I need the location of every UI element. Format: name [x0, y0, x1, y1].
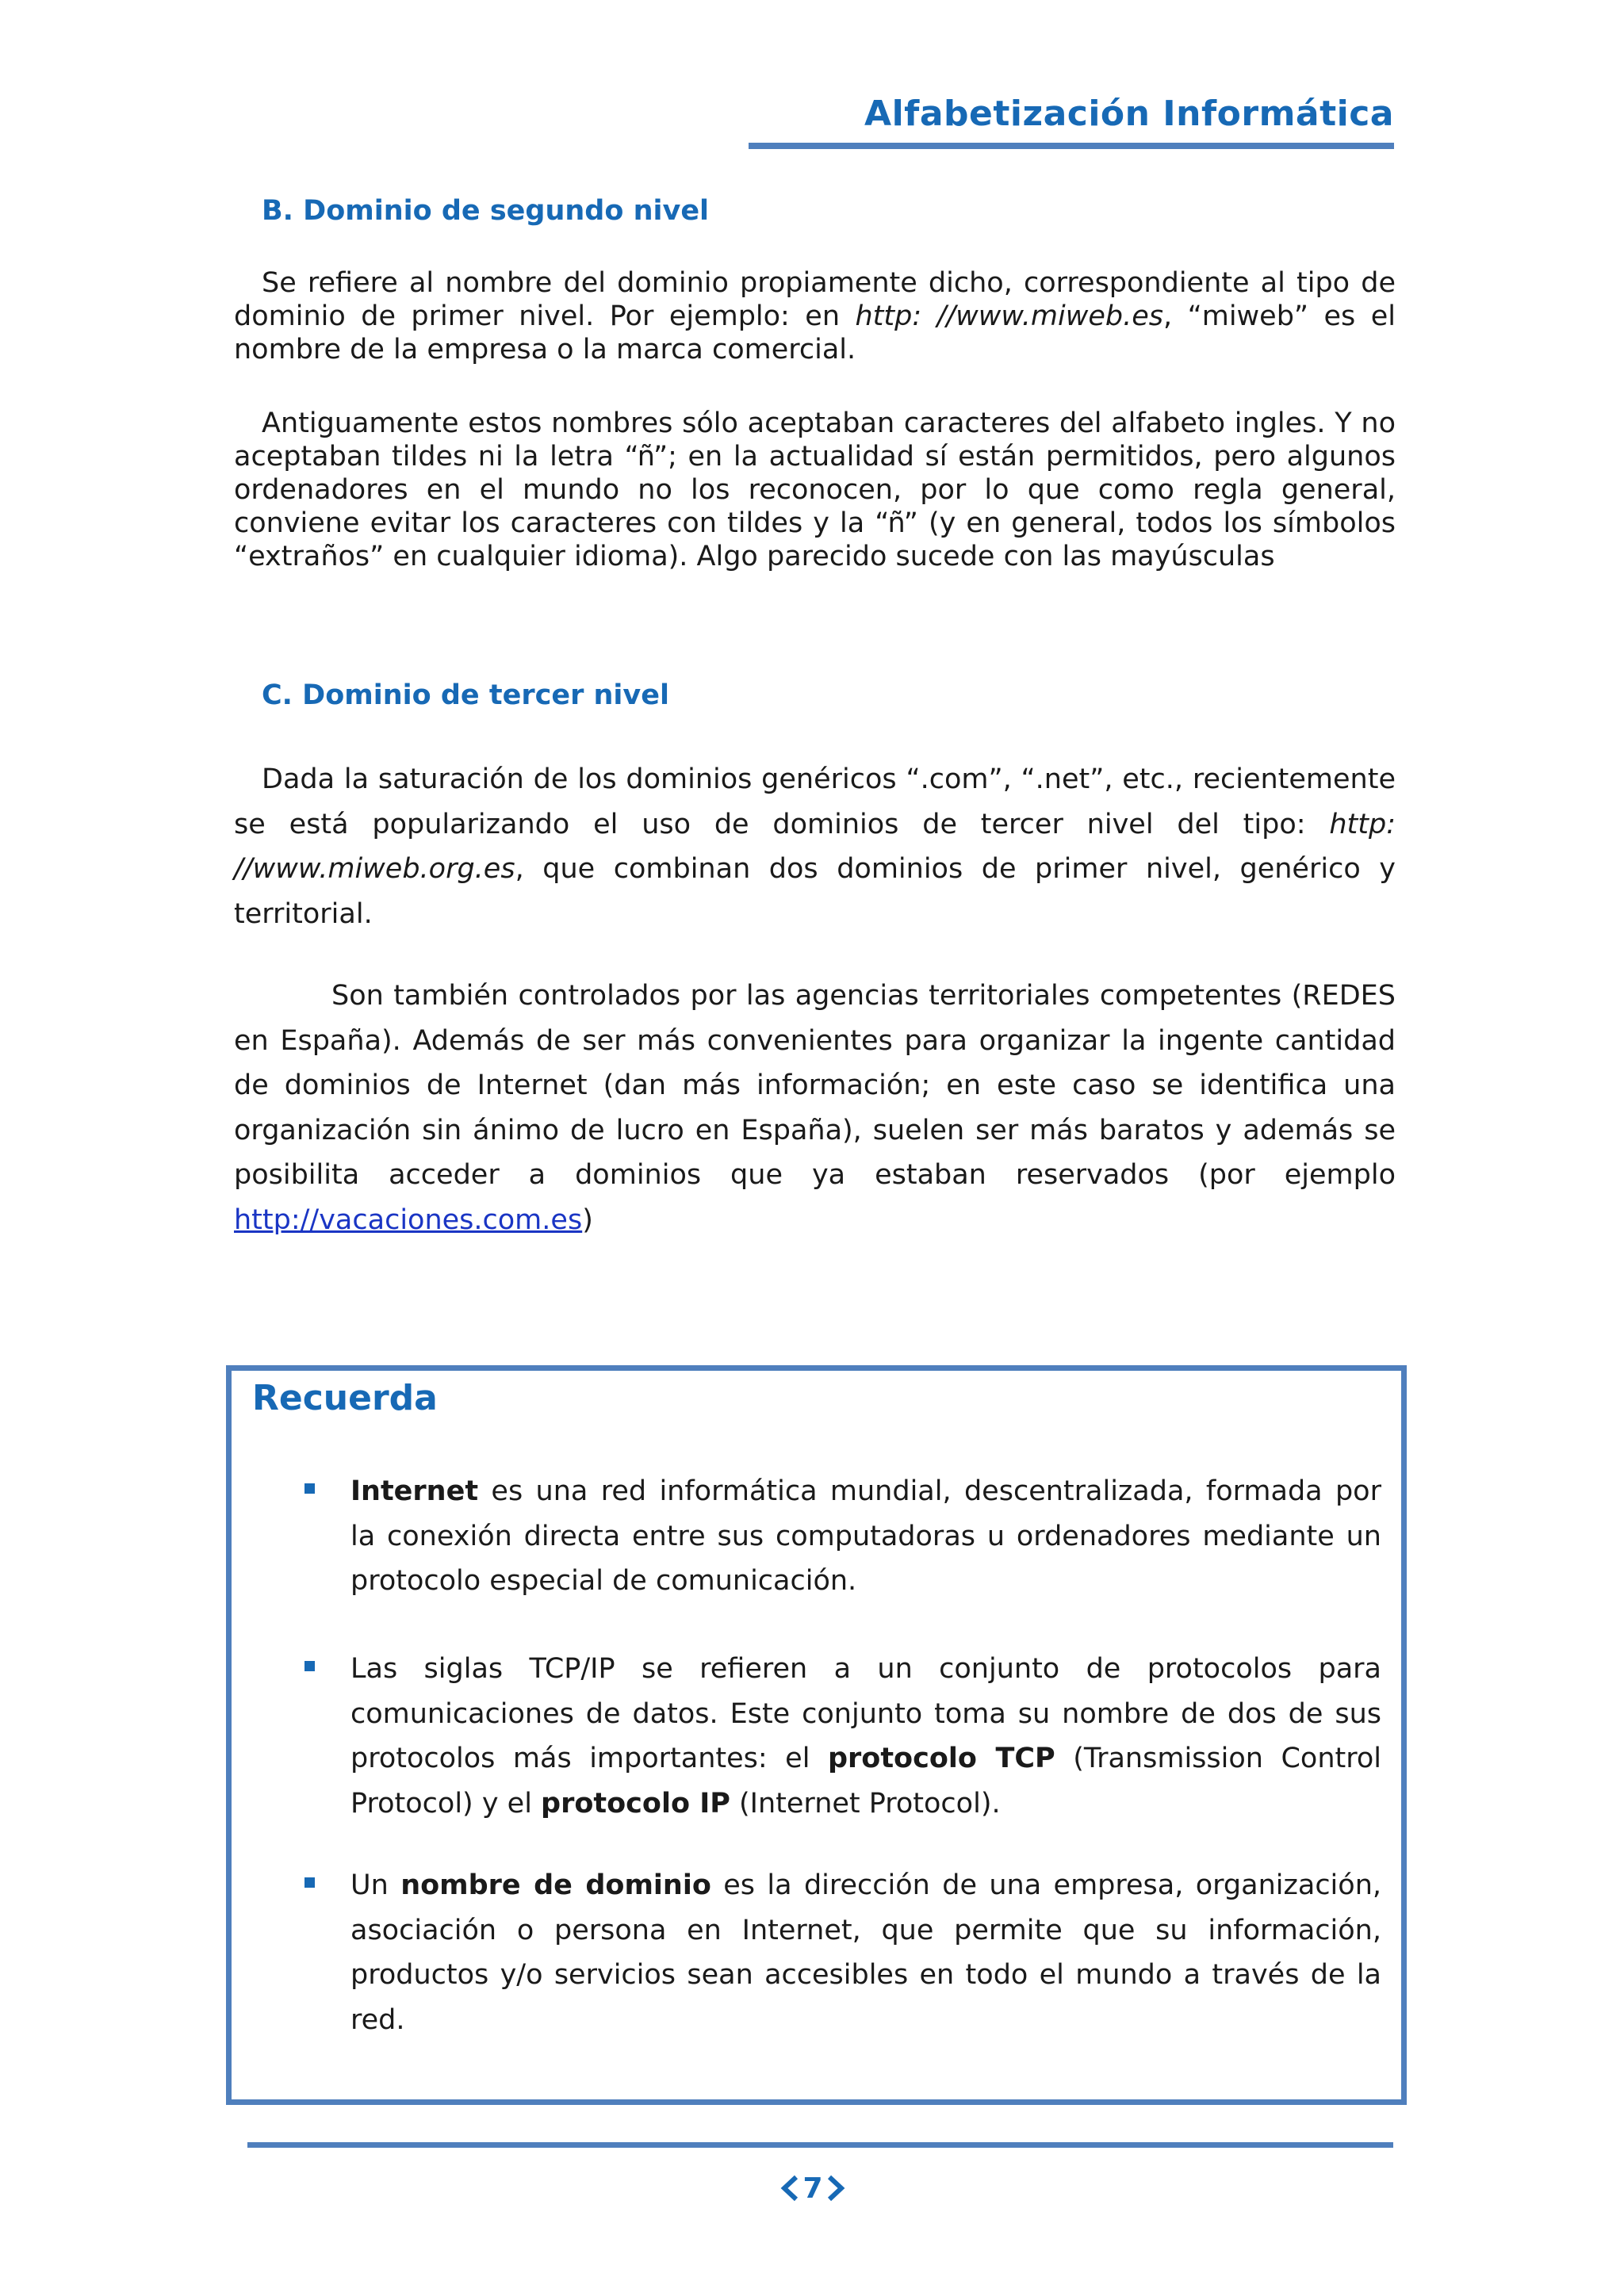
page-number-indicator	[769, 2168, 856, 2209]
section-c-paragraph-2	[234, 974, 1396, 1242]
text-run: (Transmission Control Protocol) y el	[350, 1743, 1381, 1820]
text-run: , “miweb” es el nombre de la empresa o la marca comercial.	[234, 300, 1396, 365]
bold-term: Internet	[350, 1475, 479, 1507]
bullet-marker-icon	[304, 1661, 315, 1671]
page-number: 7	[802, 2172, 823, 2205]
section-b-heading: B. Dominio de segundo nivel	[262, 195, 710, 227]
chevron-left-icon	[780, 2175, 799, 2202]
header-title: Alfabetización Informática	[864, 94, 1394, 134]
recuerda-bullet-3	[350, 1863, 1381, 2042]
recuerda-bullet-2	[350, 1647, 1381, 1826]
text-run: Las siglas TCP/IP se refieren a un conjunto de protocolos para comunicaciones de datos. Este conjunto toma su nombre de dos de sus protocolos más importantes: el	[350, 1653, 1381, 1774]
text-run: Dada la saturación de los dominios genéricos “.com”, “.net”, etc., recientemente se está popularizando el uso de dominios de tercer nivel del tipo:	[234, 763, 1396, 840]
text-run: )	[582, 1203, 593, 1236]
text-run: es una red informática mundial, descentralizada, formada por la conexión directa entre sus computadoras u ordenadores mediante un protocolo especial de comunicación.	[350, 1475, 1381, 1597]
section-b-paragraph-2	[234, 407, 1396, 573]
header-rule	[749, 143, 1394, 149]
bold-term: nombre de dominio	[400, 1869, 711, 1901]
footer-rule	[247, 2142, 1393, 2148]
example-url: http: //www.miweb.es	[855, 300, 1164, 332]
text-run: es la dirección de una empresa, organización, asociación o persona en Internet, que permite que su información, productos y/o servicios sean accesibles en todo el mundo a través de la red.	[350, 1869, 1382, 2036]
example-link[interactable]: http://vacaciones.com.es	[234, 1203, 583, 1236]
text-run: (Internet Protocol).	[730, 1787, 1001, 1820]
bullet-marker-icon	[304, 1483, 315, 1494]
bold-term: protocolo IP	[541, 1787, 730, 1820]
text-run: Se refiere al nombre del dominio propiamente dicho, correspondiente al tipo de dominio de primer nivel. Por ejemplo: en	[234, 267, 1396, 332]
section-c-paragraph-1	[234, 757, 1396, 936]
bullet-marker-icon	[304, 1877, 315, 1888]
recuerda-title: Recuerda	[252, 1378, 438, 1418]
section-b-paragraph-1	[234, 266, 1396, 366]
bold-term: protocolo TCP	[827, 1743, 1055, 1774]
section-c-heading: C. Dominio de tercer nivel	[262, 679, 669, 711]
text-run: , que combinan dos dominios de primer nivel, genérico y territorial.	[234, 853, 1396, 930]
recuerda-bullet-1	[350, 1469, 1381, 1604]
text-run: Son también controlados por las agencias territoriales competentes (REDES en España). Además de ser más convenientes para organizar la ingente cantidad de dominios de Internet (dan más información; en este caso se identifica una organización sin ánimo de lucro en España), suelen ser más baratos y además se posibilita acceder a dominios que ya estaban reservados (por ejemplo	[234, 980, 1396, 1191]
text-run: Antiguamente estos nombres sólo aceptaban caracteres del alfabeto ingles. Y no aceptaban tildes ni la letra “ñ”; en la actualidad sí están permitidos, pero algunos ordenadores en el mundo no los reconocen, por lo que como regla general, conviene evitar los caracteres con tildes y la “ñ” (y en general, todos los símbolos “extraños” en cualquier idioma). Algo parecido sucede con las mayúsculas	[234, 408, 1396, 572]
text-run: Un	[350, 1869, 401, 1901]
example-url: http: //www.miweb.org.es	[234, 808, 1396, 885]
chevron-right-icon	[826, 2175, 845, 2202]
